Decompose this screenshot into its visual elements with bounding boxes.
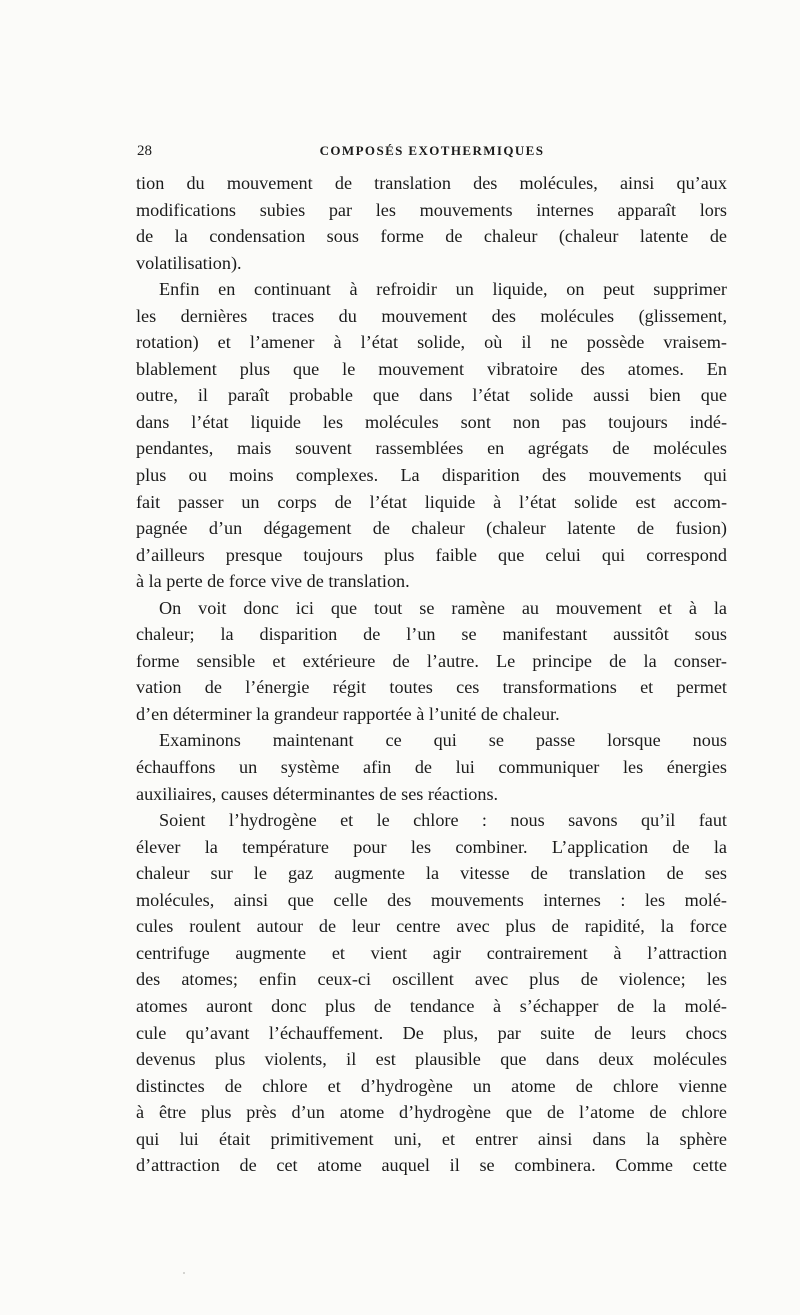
text-line: rotation) et l’amener à l’état solide, où il ne possède vraisem- <box>136 332 727 353</box>
text-line: outre, il paraît probable que dans l’état solide aussi bien que <box>136 385 727 406</box>
text-line: forme sensible et extérieure de l’autre. Le principe de la conser- <box>136 650 727 671</box>
text-line: blablement plus que le mouvement vibratoire des atomes. En <box>136 358 727 379</box>
text-line: échauffons un système afin de lui communiquer les énergies <box>136 757 727 778</box>
running-head <box>137 141 727 163</box>
body-text <box>136 170 727 1179</box>
running-title: COMPOSÉS EXOTHERMIQUES <box>319 143 545 158</box>
text-line: atomes auront donc plus de tendance à s’échapper de la molé- <box>136 995 727 1016</box>
text-line: cules roulent autour de leur centre avec plus de rapidité, la force <box>136 916 727 937</box>
text-line: qui lui était primitivement uni, et entrer ainsi dans la sphère <box>136 1128 727 1149</box>
text-line: Enfin en continuant à refroidir un liquide, on peut supprimer <box>159 279 727 300</box>
text-line: de la condensation sous forme de chaleur (chaleur latente de <box>136 226 727 247</box>
text-line: pendantes, mais souvent rassemblées en agrégats de molécules <box>136 438 727 459</box>
text-line: distinctes de chlore et d’hydrogène un atome de chlore vienne <box>136 1075 727 1096</box>
text-line: devenus plus violents, il est plausible que dans deux molécules <box>136 1049 727 1070</box>
text-line: fait passer un corps de l’état liquide à l’état solide est accom- <box>136 491 727 512</box>
text-line: cule qu’avant l’échauffement. De plus, par suite de leurs chocs <box>136 1022 727 1043</box>
text-line: dans l’état liquide les molécules sont non pas toujours indé- <box>136 411 727 432</box>
text-line: volatilisation). <box>136 252 242 273</box>
text-line: des atomes; enfin ceux-ci oscillent avec plus de violence; les <box>136 969 727 990</box>
text-line: Examinons maintenant ce qui se passe lorsque nous <box>159 730 727 751</box>
paper-speck <box>183 1272 185 1274</box>
text-line: élever la température pour les combiner. L’application de la <box>136 836 727 857</box>
text-line: centrifuge augmente et vient agir contrairement à l’attraction <box>136 942 727 963</box>
text-line: d’ailleurs presque toujours plus faible que celui qui correspond <box>136 544 727 565</box>
text-line: les dernières traces du mouvement des molécules (glissement, <box>136 305 727 326</box>
text-line: modifications subies par les mouvements internes apparaît lors <box>136 199 727 220</box>
text-line: molécules, ainsi que celle des mouvements internes : les molé- <box>136 889 727 910</box>
text-line: à la perte de force vive de translation. <box>136 571 410 592</box>
text-line: d’attraction de cet atome auquel il se combinera. Comme cette <box>136 1155 727 1176</box>
text-line: chaleur sur le gaz augmente la vitesse de translation de ses <box>136 863 727 884</box>
text-line: d’en déterminer la grandeur rapportée à l’unité de chaleur. <box>136 703 560 724</box>
text-line: pagnée d’un dégagement de chaleur (chaleur latente de fusion) <box>136 518 727 539</box>
text-line: Soient l’hydrogène et le chlore : nous savons qu’il faut <box>159 810 727 831</box>
text-line: tion du mouvement de translation des molécules, ainsi qu’aux <box>136 173 727 193</box>
text-line: On voit donc ici que tout se ramène au mouvement et à la <box>159 597 727 618</box>
text-line: vation de l’énergie régit toutes ces transformations et permet <box>136 677 727 698</box>
text-line: à être plus près d’un atome d’hydrogène que de l’atome de chlore <box>136 1102 727 1123</box>
text-line: auxiliaires, causes déterminantes de ses réactions. <box>136 783 499 804</box>
text-line: plus ou moins complexes. La disparition des mouvements qui <box>136 465 727 486</box>
page-number: 28 <box>137 143 152 159</box>
text-line: chaleur; la disparition de l’un se manifestant aussitôt sous <box>136 624 727 645</box>
